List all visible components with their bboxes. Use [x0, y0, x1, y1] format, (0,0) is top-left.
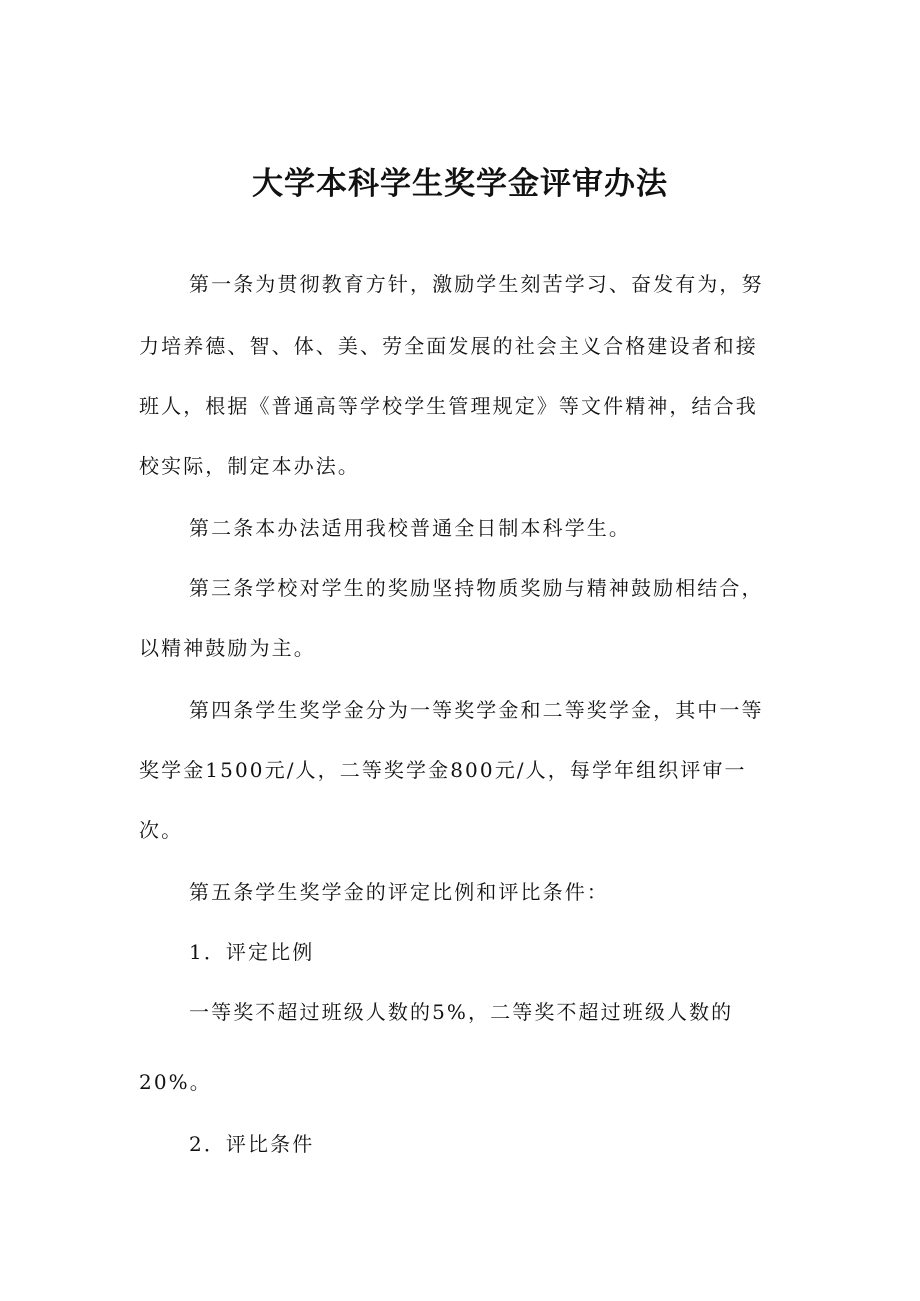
paragraph-article-1-line-2: 力培养德、智、体、美、劳全面发展的社会主义合格建设者和接	[139, 334, 758, 358]
section-heading-criteria: 2．评比条件	[189, 1132, 315, 1156]
paragraph-article-5-line-1: 第五条学生奖学金的评定比例和评比条件：	[189, 880, 609, 904]
document-title: 大学本科学生奖学金评审办法	[252, 166, 668, 202]
paragraph-article-4-line-3: 次。	[139, 818, 184, 842]
section-heading-ratio: 1．评定比例	[189, 940, 315, 964]
paragraph-article-3-line-1: 第三条学校对学生的奖励坚持物质奖励与精神鼓励相结合，	[189, 576, 764, 600]
paragraph-article-3-line-2: 以精神鼓励为主。	[139, 636, 316, 660]
paragraph-article-2-line-1: 第二条本办法适用我校普通全日制本科学生。	[189, 516, 631, 540]
paragraph-article-4-line-2: 奖学金1500元/人，二等奖学金800元/人，每学年组织评审一	[139, 758, 747, 782]
ratio-text-line-2: 20%。	[139, 1070, 212, 1094]
paragraph-article-1-line-3: 班人，根据《普通高等学校学生管理规定》等文件精神，结合我	[139, 394, 758, 418]
ratio-text-line-1: 一等奖不超过班级人数的5%，二等奖不超过班级人数的	[189, 1000, 734, 1024]
paragraph-article-4-line-1: 第四条学生奖学金分为一等奖学金和二等奖学金，其中一等	[189, 698, 764, 722]
paragraph-article-1-line-1: 第一条为贯彻教育方针，激励学生刻苦学习、奋发有为，努	[189, 272, 764, 296]
paragraph-article-1-line-4: 校实际，制定本办法。	[139, 454, 360, 478]
